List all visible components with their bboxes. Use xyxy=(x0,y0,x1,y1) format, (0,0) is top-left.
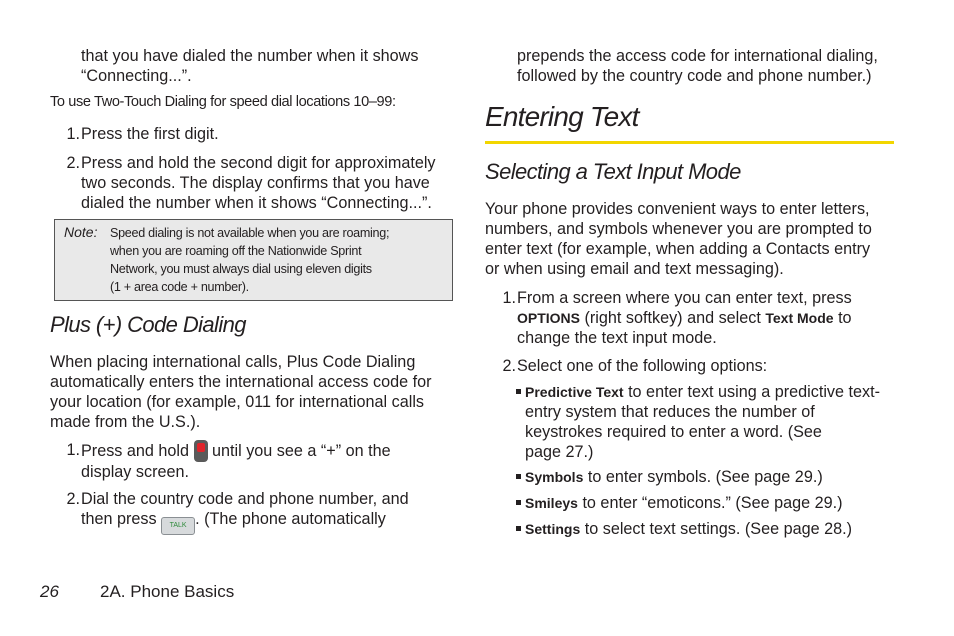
option-text: page 27.) xyxy=(525,443,594,461)
two-touch-step-1 xyxy=(58,124,458,144)
option-text: to enter text using a predictive text- xyxy=(628,383,880,401)
step-text: . (The phone automatically xyxy=(195,510,386,528)
note-line: when you are roaming off the Nationwide Sprint xyxy=(110,244,362,258)
step-text: display screen. xyxy=(81,463,189,481)
continued-line: prepends the access code for international dialing, xyxy=(517,47,878,65)
bullet-predictive-text xyxy=(516,382,906,462)
step-number: 1. xyxy=(502,289,516,307)
paragraph-line: Your phone provides convenient ways to enter letters, xyxy=(485,200,870,218)
section-footer: 2A. Phone Basics xyxy=(100,582,235,601)
two-touch-step-2 xyxy=(58,153,458,213)
paragraph-line: your location (for example, 011 for international calls xyxy=(50,393,425,411)
bullet-icon xyxy=(516,474,521,479)
continued-line: that you have dialed the number when it shows xyxy=(81,47,419,65)
paragraph-line: made from the U.S.). xyxy=(50,413,201,431)
option-name: Settings xyxy=(525,521,581,537)
option-text: to select text settings. (See page 28.) xyxy=(584,520,852,538)
continued-text-left xyxy=(81,46,418,86)
note-line: Network, you must always dial using eleven digits xyxy=(110,262,372,276)
bullet-icon xyxy=(516,526,521,531)
plus-step-1 xyxy=(58,440,458,482)
step-text: Dial the country code and phone number, and xyxy=(81,490,409,508)
continued-line: followed by the country code and phone number.) xyxy=(517,67,872,85)
text-mode-label: Text Mode xyxy=(765,310,834,326)
text-mode-step-2 xyxy=(494,356,904,376)
bullet-settings xyxy=(516,519,906,539)
step-number: 2. xyxy=(66,154,80,172)
step-text: Press the first digit. xyxy=(81,125,219,143)
bullet-smileys xyxy=(516,493,906,513)
option-text: to enter symbols. (See page 29.) xyxy=(587,468,823,486)
step-text: change the text input mode. xyxy=(517,329,717,347)
step-number: 2. xyxy=(502,357,516,375)
note-label: Note: xyxy=(64,224,98,240)
step-number: 1. xyxy=(66,125,80,143)
bullet-symbols xyxy=(516,467,906,487)
step-text: (right softkey) and select xyxy=(584,309,761,327)
two-touch-heading: To use Two-Touch Dialing for speed dial locations 10–99: xyxy=(50,94,396,110)
note-line: (1 + area code + number). xyxy=(110,280,249,294)
subsection-title: Selecting a Text Input Mode xyxy=(485,159,741,184)
plus-code-heading: Plus (+) Code Dialing xyxy=(50,312,246,337)
talk-key-icon: TALK xyxy=(161,517,195,535)
continued-text-right xyxy=(517,46,878,86)
step-number: 1. xyxy=(66,441,80,459)
step-text: Select one of the following options: xyxy=(517,357,768,375)
step-text: until you see a “+” on the xyxy=(212,442,391,460)
step-text: Press and hold xyxy=(81,442,189,460)
continued-line: “Connecting...”. xyxy=(81,67,192,85)
step-text: two seconds. The display confirms that you have xyxy=(81,174,430,192)
note-line: Speed dialing is not available when you are roaming; xyxy=(110,226,390,240)
option-text: keystrokes required to enter a word. (See xyxy=(525,423,822,441)
paragraph-line: or when using email and text messaging). xyxy=(485,260,784,278)
option-name: Predictive Text xyxy=(525,384,624,400)
paragraph-line: When placing international calls, Plus Code Dialing xyxy=(50,353,416,371)
section-title: Entering Text xyxy=(485,101,639,132)
paragraph-line: enter text (for example, when adding a Contacts entry xyxy=(485,240,871,258)
page-number: 26 xyxy=(40,582,59,601)
text-mode-step-1 xyxy=(494,288,904,348)
note-box xyxy=(54,219,453,301)
paragraph-line: automatically enters the international access code for xyxy=(50,373,432,391)
intro-paragraph xyxy=(485,199,872,279)
option-text: to enter “emoticons.” (See page 29.) xyxy=(582,494,843,512)
option-name: Smileys xyxy=(525,495,578,511)
paragraph-line: numbers, and symbols whenever you are prompted to xyxy=(485,220,872,238)
end-key-icon xyxy=(194,440,208,462)
step-text: then press xyxy=(81,510,157,528)
step-number: 2. xyxy=(66,490,80,508)
plus-code-paragraph xyxy=(50,352,432,432)
title-rule xyxy=(485,141,894,144)
bullet-icon xyxy=(516,389,521,394)
step-text: From a screen where you can enter text, press xyxy=(517,289,852,307)
bullet-icon xyxy=(516,500,521,505)
plus-step-2 xyxy=(58,489,458,535)
step-text: dialed the number when it shows “Connecting...”. xyxy=(81,194,432,212)
note-text xyxy=(110,224,389,296)
options-key-label: OPTIONS xyxy=(517,310,581,326)
step-text: Press and hold the second digit for approximately xyxy=(81,154,436,172)
option-name: Symbols xyxy=(525,469,584,485)
step-text: to xyxy=(838,309,852,327)
option-text: entry system that reduces the number of xyxy=(525,403,815,421)
